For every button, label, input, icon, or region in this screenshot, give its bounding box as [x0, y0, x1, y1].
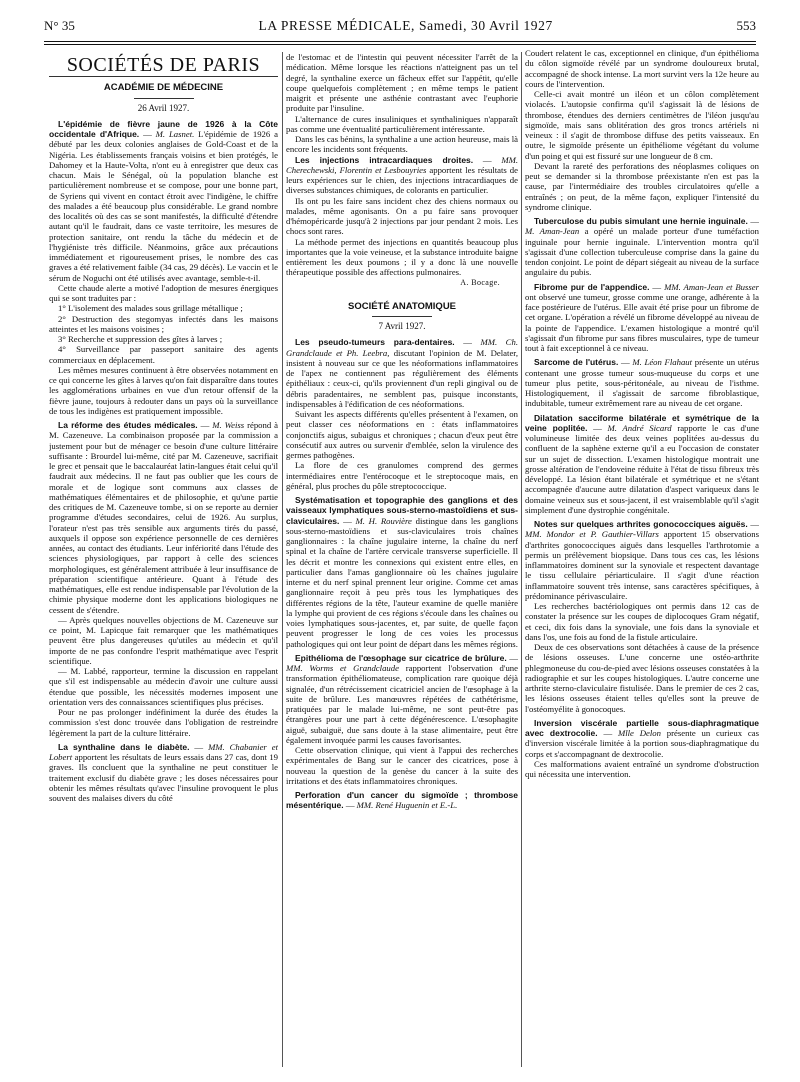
article-author: M. André Sicard: [607, 422, 672, 433]
article-paragraph: La synthaline dans le diabète. — MM. Chabanier et Lobert apportent les résultats de leurs essais dans 27 cas, dont 19 graves. Ils concluent que la synthaline ne peut constituer le traitement exclusif du diabète grave ; les doses nécessaires pour obtenir les mêmes résultats qu'avec l'insuline provoquent le plus souvent des malaises divers du côté: [49, 741, 278, 803]
article-text: présente un curieux cas d'inversion viscérale limitée à la portion sous-diaphragmatique du corps et s'accompagnant de dextrocolie.: [525, 728, 759, 759]
article-text: a opéré un malade porteur d'une tuméfaction inguinale pour hernie inguinale. L'intervention montra qu'il s'agissait d'une collection tuberculeuse comprise dans la gaine du tendon conjoint. Le point de départ siégeait au niveau de la surface angulaire du pubis.: [525, 226, 759, 278]
article-paragraph: Inversion viscérale partielle sous-diaphragmatique avec dextrocolie. — Mlle Delon présente un curieux cas d'inversion viscérale limitée à la portion sous-diaphragmatique du corps et s'accompagnant de dextrocolie.: [525, 717, 759, 759]
article-heading: Tuberculose du pubis simulant une hernie inguinale.: [534, 216, 748, 226]
article-author: MM. Mondor et P. Gauthier-Villars: [525, 529, 659, 540]
article-author: M. Léon Flahaut: [632, 357, 693, 368]
article-paragraph: Tuberculose du pubis simulant une hernie inguinale. — M. Aman-Jean a opéré un malade porteur d'une tuméfaction inguinale pour hernie inguinale. L'intervention montra qu'il s'agissait d'une collection tuberculeuse comprise dans la gaine du tendon conjoint. Le point de départ siégeait au niveau de la surface angulaire du pubis.: [525, 216, 759, 278]
article-text: présente un utérus contenant une grosse tumeur sous-muqueuse du corps et une tumeur plus petite, sous-péritonéale, au niveau de l'isthme. Histologiquement, il s'agissait de sarcome fibroblastique, indubitable, tumeur extrêmement rare au niveau de cet organe.: [525, 357, 759, 409]
paragraph: Les mêmes mesures continuent à être observées notamment en ce qui concerne les gîtes à larves qu'on fait disparaître dans toutes les agglomérations urbaines en vue d'un retour offensif de la fièvre jaune, toujours à redouter dans un pays où la surveillance de tous les indigènes est pratiquement impossible.: [49, 364, 278, 416]
list-item: 1° L'isolement des malades sous grillage métallique ;: [58, 303, 243, 314]
column-3: [525, 48, 759, 1070]
article-author: M. Aman-Jean: [525, 226, 580, 237]
paragraph: — M. Labbé, rapporteur, termine la discussion en rappelant que s'il est indispensable au médecin d'avoir une culture aussi étendue que possible, les nécessités modernes imposent une orientation vers des connaissances scientifiques plus précises.: [49, 666, 278, 707]
article-paragraph: L'épidémie de fièvre jaune de 1926 à la Côte occidentale d'Afrique. — M. Lasnet. L'épidémie de 1926 a débuté par les deux colonies anglaises de Gold-Coast et de la Nigéria. Les établissements français voisins et bien protégés, le Dahomey et la Haute-Volta, n'ont eu à enregistrer que deux cas chacun. Mais le Sénégal, où la population blanche est particulièrement nombreuse et se compose, pour une bonne part, de Syriens qui vivent en contact étroit avec l'indigène, le chiffre des malades a été beaucoup plus considérable. Le grand nombre des localités où des cas se sont manifestés, la difficulté d'étendre autant qu'il le faudrait, dans ce vaste territoire, les mesures de protection sanitaire, ont rendu la tâche du médecin et de l'hygiéniste très difficile. Néanmoins, grâce aux précautions immédiatement et rigoureusement prises, le nombre des cas graves a été relativement faible (34 cas, 29 décès). Le vaccin et le sérum de Noguchi ont été utilisés avec avantage, semble-t-il.: [49, 118, 278, 283]
article-author: MM. Aman-Jean et Busser: [664, 281, 759, 292]
article-paragraph: La réforme des études médicales. — M. Weiss répond à M. Cazeneuve. La combinaison proposée par la commission a justement pour but de ménager ce besoin d'une culture littéraire suffisante : Brourdel lui-même, cité par M. Cazeneuve, sacrifiait le grec et pensait que le baccalauréat latin-langues était celui qu'il faudrait aux médecins. Il ne faut pas oublier que les cours de morale et de logique sont communs aux classes de mathématiques élémentaires et de philosophie, et qu'une partie des critiques de M. Cazeneuve tombe, si on se reporte au dernier programme d'études secondaires, celui de 1926. Au surplus, l'orateur n'est pas très sensible aux arguments tirés du passé, auxquels il oppose son expérience personnelle de ces dernières années, au contact des étudiants. Leur infériorité dans l'étude des sciences physiologiques, par rapport à celle des sciences morphologiques, est généralement attribuée à leur insuffisance de préparation scientifique antérieure. Quant à l'étude des mathématiques, elle est rendue indispensable par l'évolution de la chimie physique moderne dont les applications biologiques ne cessent de s'étendre.: [49, 420, 278, 615]
journal-title: LA PRESSE MÉDICALE, Samedi, 30 Avril 1927: [258, 18, 553, 33]
paragraph: de l'estomac et de l'intestin qui peuvent nécessiter l'arrêt de la médication. Même lorsque les réactions n'atteignent pas un tel degré, la synthaline exerce un fâcheux effet sur l'appétit, qu'elle coupe quelquefois complètement ; en même temps le patient maigrit et présente une asthénie contrastant avec l'euphorie produite par l'insuline.: [286, 52, 518, 114]
article-heading: Les pseudo-tumeurs para-dentaires.: [295, 337, 455, 348]
article-author: MM. René Huguenin et E.-L.: [356, 800, 458, 811]
column-separator: [521, 52, 522, 1067]
paragraph: — Après quelques nouvelles objections de M. Cazeneuve sur ce point, M. Lapicque fait remarquer que les mathématiques peuvent être plus dangereuses qu'utiles au médecin et qu'il importe de ne pas confondre l'esprit mathématique avec l'esprit scientifique.: [49, 614, 278, 666]
article-heading: Notes sur quelques arthrites gonococciques aiguës.: [534, 519, 748, 529]
article-heading: Epithélioma de l'œsophage sur cicatrice de brûlure.: [295, 652, 507, 663]
article-heading: Fibrome pur de l'appendice.: [534, 281, 650, 292]
article-author: MM. Chabanier et Lobert: [49, 741, 278, 762]
page-header: [44, 18, 756, 38]
article-heading: Les injections intracardiaques droites.: [295, 154, 474, 165]
article-heading: Dilatation sacciforme bilatérale et symétrique de la veine poplitée.: [525, 412, 759, 433]
list-item: 4° Surveillance par passeport sanitaire des agents commerciaux en déplacement.: [49, 344, 278, 365]
article-text: L'épidémie de 1926 a débuté par les deux colonies anglaises de Gold-Coast et de la Nigéria. Les établissements français voisins et bien protégés, le Dahomey et la Haute-Volta, n'ont eu à enregistrer que deux cas chacun. Mais le Sénégal, où la population blanche est particulièrement nombreuse et se compose, pour une bonne part, de Syriens qui vivent en contact étroit avec l'indigène, le chiffre des malades a été beaucoup plus considérable. Le grand nombre des localités où des cas se sont manifestés, la difficulté d'étendre autant qu'il le faudrait, dans ce vaste territoire, les mesures de protection sanitaire, ont rendu la tâche du médecin et de l'hygiéniste très difficile. Néanmoins, grâce aux précautions immédiatement et rigoureusement prises, le nombre des cas graves a été relativement faible (34 cas, 29 décès). Le vaccin et le sérum de Noguchi ont été utilisés avec avantage, semble-t-il.: [49, 129, 278, 283]
column-2: [286, 52, 518, 1074]
article-text: apportent les résultats de leurs expériences sur le chien, des injections intracardiaques de diverses substances chimiques, de colorants en particulier.: [286, 164, 518, 196]
article-heading: Inversion viscérale partielle sous-diaphragmatique avec dextrocolie.: [525, 717, 759, 738]
article-heading: La réforme des études médicales.: [58, 420, 198, 430]
session-date: 26 Avril 1927.: [137, 102, 190, 113]
article-heading: Systématisation et topographie des ganglions et des vaisseaux lymphatiques sous-sterno-mastoïdiens et sus-claviculaires.: [286, 495, 518, 526]
article-text: apportent 15 observations d'arthrites gonococciques aiguës dans lesquelles l'arthrotomie a permis un prélèvement biopsique. Dans tous ces cas, les lésions inflammatoires dominent sur la synoviale et respectent davantage le tissu cellulaire périarticulaire. Il s'agit d'une réaction inflammatoire souvent très intense, sans caractères spécifiques, à prédominance périvasculaire.: [525, 529, 759, 601]
article-paragraph: Perforation d'un cancer du sigmoïde ; thrombose mésentérique. — MM. René Huguenin et E.-L.: [286, 790, 518, 811]
article-paragraph: Epithélioma de l'œsophage sur cicatrice de brûlure. — MM. Worms et Grandclaude rapportent l'observation d'une transformation épithéliomateuse, complication rare quoique déjà signalée, d'un rétrécissement cicatriciel ancien de l'œsophage à la suite de brûlure. Les manœuvres répétées de cathétérisme, pratiquées par le malade lui-même, ne sont peut-être pas étrangères pour une part à cette dégénérescence. L'œsophagite aiguë, subaiguë, due sans doute à la stase alimentaire, peut être également invoquée parmi les causes favorisantes.: [286, 652, 518, 745]
article-author: M. Weiss: [212, 420, 245, 430]
article-paragraph: Les pseudo-tumeurs para-dentaires. — MM. Ch. Grandclaude et Ph. Leebra, discutant l'opinion de M. Delater, insistent à nouveau sur ce que les néoformations inflammatoires de l'apex ne contiennent pas régulièrement des éléments épithéliaux : ceux-ci, qu'ils proviennent d'un repli gingival ou de débris paradentaires, ne semblent pas, puisque inconstants, indispensables à l'édification de ces néoformations.: [286, 337, 518, 409]
header-rule-thin: [44, 44, 756, 45]
page-number: 553: [736, 18, 756, 33]
article-paragraph: Notes sur quelques arthrites gonococciques aiguës. — MM. Mondor et P. Gauthier-Villars apportent 15 observations d'arthrites gonococciques aiguës dans lesquelles l'arthrotomie a permis un prélèvement biopsique. Dans tous ces cas, les lésions inflammatoires dominent sur la synoviale et respectent davantage le tissu cellulaire périarticulaire. Il s'agit d'une réaction inflammatoire souvent très intense, sans caractères spécifiques, à prédominance périvasculaire.: [525, 519, 759, 601]
article-heading: La synthaline dans le diabète.: [58, 741, 190, 752]
article-text: rapportent l'observation d'une transformation épithéliomateuse, complication rare quoique déjà signalée, d'un rétrécissement cicatriciel ancien de l'œsophage à la suite de brûlure. Les manœuvres répétées de cathétérisme, pratiquées par le malade lui-même, ne sont peut-être pas étrangères pour une part à cette dégénérescence. L'œsophagite aiguë, subaiguë, due sans doute à la stase alimentaire, peut être également invoquée parmi les causes favorisantes.: [286, 663, 518, 745]
session-date: 7 Avril 1927.: [378, 321, 426, 331]
title-rule: [49, 76, 278, 77]
article-text: ont observé une tumeur, grosse comme une orange, adhérente à la face postérieure de l'utérus. Elle avait été prise pour un fibrome de cet organe. L'opération a révélé un fibrome développé au niveau de la pointe de l'appendice. L'examen histologique a montré qu'il s'agissait d'un fibrome pur sans fibres musculaires, type de tumeur tout à fait exceptionnel à ce niveau.: [525, 291, 759, 353]
article-text: rapporte le cas d'une volumineuse limitée des deux veines poplitées au-dessus du confluent de la saphène externe qu'il a eu l'occasion de constater sur un sujet de dissection. L'examen histologique montrait une grosse altération de l'endoveine réduite à l'état de tissu fibreux très développé. La lésion étant bilatérale et symétrique et ne s'étant accompagnée d'aucune autre dilatation d'aspect variqueux dans le domaine veineux sus et sous-jacent, il est vraisemblable qu'il s'agit simplement d'une dystrophie congénitale.: [525, 422, 759, 515]
header-rule: [44, 41, 756, 42]
article-heading: Sarcome de l'utérus.: [534, 357, 619, 368]
article-paragraph: Fibrome pur de l'appendice. — MM. Aman-Jean et Busser ont observé une tumeur, grosse comme une orange, adhérente à la face postérieure de l'utérus. Elle avait été prise pour un fibrome de cet organe. L'opération a révélé un fibrome développé au niveau de la pointe de l'appendice. L'examen histologique a montré qu'il s'agissait d'un fibrome pur sans fibres musculaires, type de tumeur tout à fait exceptionnel à ce niveau.: [525, 281, 759, 353]
paragraph: Deux de ces observations sont détachées à cause de la présence de lésions osseuses. L'une concerne une ostéo-arthrite phlegmoneuse du cou-de-pied avec lésions osseuses constatées à la radiographie et sur les coupes histologiques. L'autre concerne une arthrite sterno-claviculaire fistulisée. Dans le premier de ces 2 cas, les lésions osseuses étaient telles qu'elles sont la preuve de l'ostéomyélite à gonocoques.: [525, 642, 759, 714]
paragraph: Pour ne pas prolonger indéfiniment la durée des études la commission s'est donc trouvée dans l'obligation de restreindre légèrement la part de la culture littéraire.: [49, 707, 278, 738]
article-author: M. H. Rouvière: [355, 515, 412, 526]
paragraph: Coudert relatent le cas, exceptionnel en clinique, d'un épithélioma du côlon sigmoïde révélé par un syndrome douloureux brutal, accompagné de shock intense. La mort survint vers la 12e heure au cours de l'intervention.: [525, 48, 759, 89]
article-author: MM. Cherechewski, Florentin et Lesbouyries: [286, 154, 518, 175]
article-text: apportent les résultats de leurs essais dans 27 cas, dont 19 graves. Ils concluent que la synthaline ne peut constituer le traitement exclusif du diabète grave ; les doses nécessaires pour obtenir les mêmes résultats qu'avec l'insuline provoquent le plus souvent des malaises divers du côté: [49, 752, 278, 803]
list-item: 3° Recherche et suppression des gîtes à larves ;: [58, 334, 223, 344]
column-1: [49, 52, 278, 1074]
paragraph: Dans les cas bénins, la synthaline a une action heureuse, mais là encore les incidents sont fréquents.: [286, 134, 518, 155]
paragraph: La méthode permet des injections en quantités beaucoup plus importantes que la voie veineuse, et la substance introduite baigne entièrement les deux poumons ; il y a donc là une nouvelle thérapeutique possible des affections pulmonaires.: [286, 236, 518, 278]
short-rule: [372, 316, 432, 317]
society-heading: SOCIÉTÉ ANATOMIQUE: [347, 300, 457, 312]
article-heading: L'épidémie de fièvre jaune de 1926 à la Côte occidentale d'Afrique.: [49, 118, 278, 139]
article-paragraph: Dilatation sacciforme bilatérale et symétrique de la veine poplitée. — M. André Sicard rapporte le cas d'une volumineuse limitée des deux veines poplitées au-dessus du confluent de la saphène externe qu'il a eu l'occasion de constater sur un sujet de dissection. L'examen histologique montrait une grosse altération de l'endoveine réduite à l'état de tissu fibreux très développé. La lésion étant bilatérale et symétrique et ne s'étant accompagnée d'aucune autre dilatation d'aspect variqueux dans le domaine veineux sus et sous-jacent, il est vraisemblable qu'il s'agit simplement d'une dystrophie congénitale.: [525, 412, 759, 515]
society-heading: ACADÉMIE DE MÉDECINE: [103, 82, 224, 94]
paragraph: Ils ont pu les faire sans incident chez des chiens normaux ou malades, même agonisants. On a pu faire sans provoquer d'hémopéricarde jusqu'à 2 injections par jour pendant 2 mois. Les chocs sont rares.: [286, 195, 518, 237]
article-paragraph: Systématisation et topographie des ganglions et des vaisseaux lymphatiques sous-sterno-mastoïdiens et sus-claviculaires. — M. H. Rouvière distingue dans les ganglions sous-sterno-mastoïdiens et sus-claviculaires trois chaînes ganglionnaires : la chaîne jugulaire interne, la chaîne du nerf spinal et la chaîne de l'artère cervicale transverse superficielle. Il les décrit et montre les connexions qui existent entre elles, en particulier dans l'amas ganglionnaire où les chaînes jugulaire interne et du nerf spinal prennent leur origine. Comme cet amas ganglionnaire reçoit à peu près tous les lymphatiques des différentes régions de la tête, l'auteur examine de quelle manière la lymphe qui provient de ces régions s'écoule dans les chaînes ou voies lymphatiques sous-jacentes, et, par suite, de quelle façon peuvent progresser le long de ces voies les processus pathologiques qui ont leur point de départ dans les mêmes régions.: [286, 495, 518, 649]
short-rule: [134, 98, 194, 99]
issue-number: N° 35: [44, 18, 75, 33]
article-text: discutant l'opinion de M. Delater, insistent à nouveau sur ce que les néoformations inflammatoires de l'apex ne contiennent pas régulièrement des éléments épithéliaux : ceux-ci, qu'ils proviennent d'un repli gingival ou de débris paradentaires, ne semblent pas, puisque inconstants, indispensables à l'édification de ces néoformations.: [286, 347, 518, 409]
article-author: M. Lasnet.: [155, 129, 195, 139]
paragraph: Les recherches bactériologiques ont permis dans 12 cas de constater la présence sur les coupes de diplocoques Gram négatif, et ceci, dix fois dans la synoviale, une fois dans la synoviale et dans l'os, une fois au fond de la fistule articulaire.: [525, 601, 759, 642]
paragraph: Cette observation clinique, qui vient à l'appui des recherches expérimentales de Bang sur le cancer des cicatrices, pose à nouveau la question de la genèse du cancer à la suite des irritations et des états inflammatoires chroniques.: [286, 745, 518, 786]
article-paragraph: Sarcome de l'utérus. — M. Léon Flahaut présente un utérus contenant une grosse tumeur sous-muqueuse du corps et une tumeur plus petite, sous-péritonéale, au niveau de l'isthme. Histologiquement, il s'agissait de sarcome fibroblastique, indubitable, tumeur extrêmement rare au niveau de cet organe.: [525, 357, 759, 409]
paragraph: Ces malformations avaient entraîné un syndrome d'obstruction qui nécessita une intervention.: [525, 758, 759, 779]
paragraph: La flore de ces granulomes comprend des germes intermédiaires entre l'entérocoque et le streptocoque mais, en général, plus proches du pôle streptococcique.: [286, 460, 518, 491]
column-separator: [282, 52, 283, 1067]
paragraph: Devant la rareté des perforations des néoplasmes coliques on peut se demander si la thrombose préexistante n'en est pas la cause, par l'intermédiaire des troubles circulatoires qu'elle a entraînés ; on peut, de la même façon, expliquer l'intensité du syndrome clinique.: [525, 160, 759, 212]
article-paragraph: Les injections intracardiaques droites. — MM. Cherechewski, Florentin et Lesbouyries apportent les résultats de leurs expériences sur le chien, des injections intracardiaques de diverses substances chimiques, de colorants en particulier.: [286, 154, 518, 196]
paragraph: Cette chaude alerte a motivé l'adoption de mesures énergiques qui se sont traduites par :: [49, 282, 278, 303]
article-heading: Perforation d'un cancer du sigmoïde ; thrombose mésentérique.: [286, 790, 518, 811]
article-text: distingue dans les ganglions sous-sterno-mastoïdiens et sus-claviculaires trois chaînes ganglionnaires : la chaîne jugulaire interne, la chaîne du nerf spinal et la chaîne de l'artère cervicale transverse superficielle. Il les décrit et montre les connexions qui existent entre elles, en particulier dans l'amas ganglionnaire où les chaînes jugulaire interne et du nerf spinal prennent leur origine. Comme cet amas ganglionnaire reçoit à peu près tous les lymphatiques des différentes régions de la tête, l'auteur examine de quelle manière la lymphe qui provient de ces régions s'écoule dans les chaînes ou voies lymphatiques sous-jacentes, et, par suite, de quelle façon peuvent progresser le long de ces voies les processus pathologiques qui ont leur point de départ dans les mêmes régions.: [286, 515, 518, 649]
paragraph: Suivant les aspects différents qu'elles présentent à l'examen, on peut classer ces néoformations en : états inflammatoires conjonctifs aigus, subaigus et chroniques ; chacun d'eux peut être consécutif aux autres ou survenir d'emblée, selon la virulence des germes pathogènes.: [286, 409, 518, 460]
article-author: MM. Worms et Grandclaude: [286, 663, 399, 673]
article-author: Mlle Delon: [617, 728, 661, 738]
paragraph: L'alternance de cures insuliniques et synthaliniques n'apparaît pas comme une éventualité particulièrement intéressante.: [286, 113, 518, 134]
article-author: MM. Ch. Grandclaude et Ph. Leebra,: [286, 337, 518, 358]
list-item: 2° Destruction des stegomyas infectés dans les maisons atteintes et les maisons voisines ;: [49, 313, 278, 334]
signature: A. Bocage.: [460, 277, 500, 287]
paragraph: Celle-ci avait montré un iléon et un côlon complètement violacés. L'autopsie confirma qu'il s'agissait là de lésions de thrombose, étendues des derniers centimètres de l'iléon jusqu'au sigmoïde, mais sans oblitération des gros troncs artériels ni veineux : il s'agit de thrombose diffuse des petits vaisseaux. En outre, le sigmoïde présente un épithéliome végétant du volume d'un poing et qui est fissuré sur une longueur de 8 cm.: [525, 89, 759, 161]
section-title: SOCIÉTÉS DE PARIS: [66, 54, 261, 76]
article-text: répond à M. Cazeneuve. La combinaison proposée par la commission a justement pour but de ménager ce besoin d'une culture littéraire suffisante : Brourdel lui-même, cité par M. Cazeneuve, sacrifiait le grec et pensait que le baccalauréat latin-langues était celui qu'il faudrait aux médecins. Il ne faut pas oublier que les cours de morale et de logique sont communs aux classes de mathématiques élémentaires et de philosophie, et qu'une partie des critiques de M. Cazeneuve tombe, si on se reporte au dernier programme d'études secondaires, celui de 1926. Au surplus, l'orateur n'est pas très sensible aux arguments tirés du passé, auxquels il oppose son expérience personnelle de ces dernières années, au contact des étudiants. Leur infériorité dans l'étude des sciences physiologiques, par rapport à celle des sciences morphologiques, est généralement attribuée à leur insuffisance de préparation scientifique antérieure. Quant à l'étude des mathématiques, elle est rendue indispensable par l'évolution de la chimie physique moderne dont les applications biologiques ne cessent de s'étendre.: [49, 420, 278, 615]
